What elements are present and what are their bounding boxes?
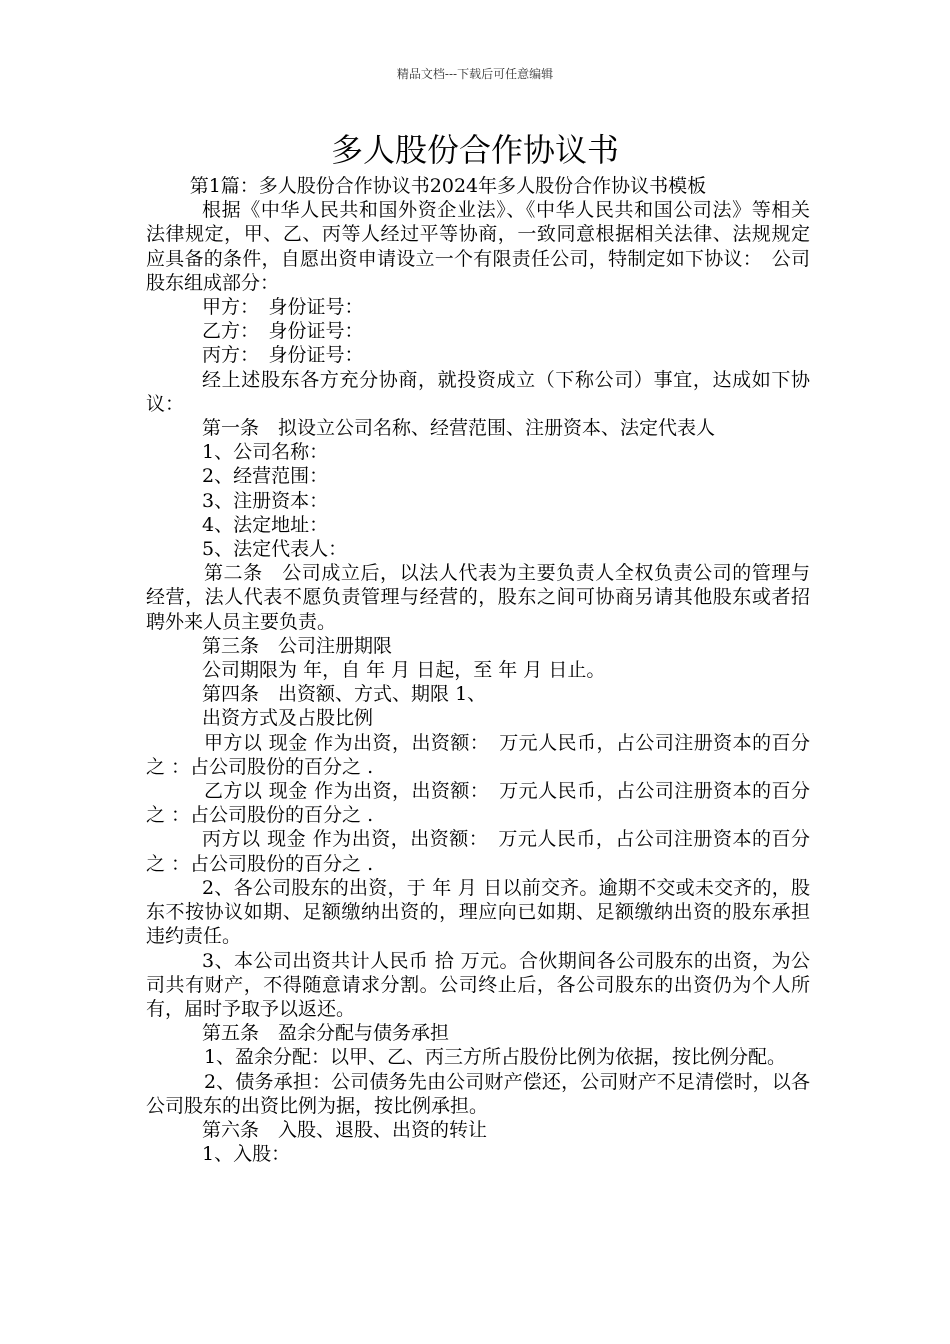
paragraph: 乙方： 身份证号： <box>202 320 364 343</box>
paragraph: 1、盈余分配：以甲、乙、丙三方所占股份比例为依据，按比例分配。 <box>203 1046 787 1069</box>
paragraph: 根据《中华人民共和国外资企业法》、《中华人民共和国公司法》等相关法律规定，甲、乙、丙等人经过平等协商，一致同意根据相关法律、法规规定应具备的条件，自愿出资申请设立一个有限责任公司，特制定如下协议： 公司股东组成部分： <box>146 199 810 294</box>
paragraph: 第五条 盈余分配与债务承担 <box>202 1022 450 1045</box>
paragraph: 第一条 拟设立公司名称、经营范围、注册资本、法定代表人 <box>202 417 716 440</box>
paragraph: 3、注册资本： <box>202 489 329 512</box>
paragraph: 3、本公司出资共计人民币 拾 万元。合伙期间各公司股东的出资，为公司共有财产，不得随意请求分割。公司终止后，各公司股东的出资仍为个人所有，届时予取予以返还。 <box>146 949 810 1020</box>
paragraph: 出资方式及占股比例 <box>202 707 374 730</box>
paragraph: 2、债务承担：公司债务先由公司财产偿还，公司财产不足清偿时，以各公司股东的出资比例为据，按比例承担。 <box>146 1070 810 1117</box>
paragraph: 第1篇：多人股份合作协议书2024年多人股份合作协议书模板 <box>189 175 707 197</box>
paragraph: 4、法定地址： <box>202 513 329 536</box>
document-body <box>146 174 810 1166</box>
paragraph: 第三条 公司注册期限 <box>202 634 393 657</box>
paragraph: 公司期限为 年，自 年 月 日起，至 年 月 日止。 <box>202 659 606 682</box>
paragraph: 甲方以 现金 作为出资，出资额： 万元人民币，占公司注册资本的百分之 ：占公司股份的百分之 . <box>146 731 810 778</box>
paragraph: 经上述股东各方充分协商，就投资成立（下称公司）事宜，达成如下协议： <box>146 368 810 415</box>
document-title: 多人股份合作协议书 <box>330 131 619 169</box>
paragraph: 第二条 公司成立后，以法人代表为主要负责人全权负责公司的管理与经营，法人代表不愿负责管理与经营的，股东之间可协商另请其他股东或者招聘外来人员主要负责。 <box>146 562 810 633</box>
paragraph: 1、公司名称： <box>202 441 329 464</box>
paragraph: 第四条 出资额、方式、期限 1、 <box>202 683 487 706</box>
paragraph: 乙方以 现金 作为出资，出资额： 万元人民币，占公司注册资本的百分之 ：占公司股份的百分之 . <box>146 780 810 827</box>
header-note: 精品文档---下载后可任意编辑 <box>396 67 554 81</box>
paragraph: 丙方以 现金 作为出资，出资额： 万元人民币，占公司注册资本的百分之 ：占公司股份的百分之 . <box>146 828 810 875</box>
paragraph: 2、各公司股东的出资，于 年 月 日以前交齐。逾期不交或未交齐的，股东不按协议如期、足额缴纳出资的，理应向已如期、足额缴纳出资的股东承担违约责任。 <box>146 876 810 948</box>
paragraph: 5、法定代表人： <box>202 538 348 561</box>
paragraph: 第六条 入股、退股、出资的转让 <box>202 1118 488 1141</box>
paragraph: 2、经营范围： <box>202 465 329 488</box>
paragraph: 丙方： 身份证号： <box>202 344 364 367</box>
paragraph: 1、入股： <box>202 1143 291 1166</box>
paragraph: 甲方： 身份证号： <box>202 296 364 319</box>
